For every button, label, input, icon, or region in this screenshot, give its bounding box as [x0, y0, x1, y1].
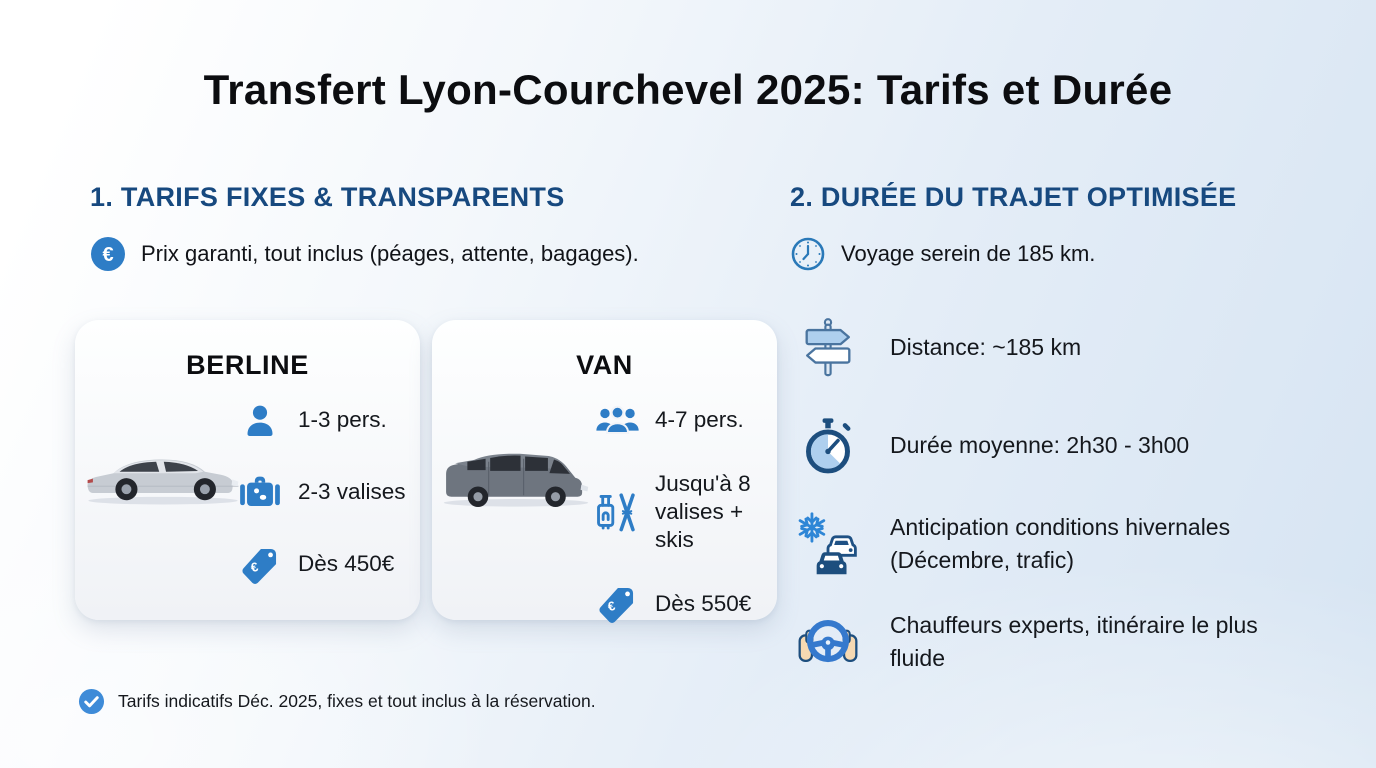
footnote	[78, 688, 596, 715]
berline-luggage-row	[235, 470, 406, 515]
euro-circle-icon	[90, 236, 126, 272]
berline-capacity-text: 1-3 pers.	[298, 407, 387, 433]
tarifs-intro-text: Prix garanti, tout inclus (péages, attente, bagages).	[141, 241, 639, 266]
van-features	[592, 398, 777, 626]
section-tarifs	[90, 182, 740, 272]
page-title: Transfert Lyon-Courchevel 2025: Tarifs et Durée	[203, 66, 1173, 113]
duree-heading: 2. DURÉE DU TRAJET OPTIMISÉE	[790, 182, 1237, 212]
tarifs-intro	[90, 236, 740, 272]
van-capacity-text: 4-7 pers.	[655, 407, 744, 433]
distance-text: Distance: ~185 km	[890, 334, 1082, 361]
winter-traffic-icon	[790, 510, 866, 578]
clock-icon	[790, 236, 826, 272]
check-circle-icon	[78, 688, 105, 715]
signpost-icon	[790, 317, 866, 379]
berline-price-row	[235, 542, 406, 587]
van-card-title: VAN	[576, 350, 633, 380]
steering-wheel-icon	[790, 613, 866, 671]
berline-capacity-row	[235, 398, 406, 443]
person-icon	[235, 401, 285, 441]
berline-features	[235, 398, 406, 587]
svg-text:€: €	[102, 244, 114, 266]
winter-text: Anticipation conditions hivernales (Décembre, trafic)	[890, 513, 1231, 573]
duration-list	[790, 312, 1338, 677]
berline-price-text: Dès 450€	[298, 551, 395, 577]
winter-item	[790, 508, 1338, 579]
people-group-icon	[592, 404, 642, 437]
gray-van-image	[440, 442, 600, 514]
stopwatch-icon	[790, 417, 866, 475]
duration-item	[790, 410, 1338, 481]
van-capacity-row	[592, 398, 777, 443]
section-duree	[790, 182, 1338, 677]
berline-card	[75, 320, 420, 620]
van-luggage-row	[592, 470, 777, 554]
duree-intro	[790, 236, 1338, 272]
drivers-text: Chauffeurs experts, itinéraire le plus fluide	[890, 611, 1258, 671]
van-card	[432, 320, 777, 620]
van-luggage-text: Jusqu'à 8 valises + skis	[655, 471, 751, 553]
footnote-text: Tarifs indicatifs Déc. 2025, fixes et tout inclus à la réservation.	[118, 691, 596, 711]
vehicle-cards	[75, 320, 777, 620]
svg-text:€: €	[249, 558, 260, 575]
price-tag-icon	[592, 582, 642, 626]
price-tag-icon	[235, 543, 285, 587]
van-price-text: Dès 550€	[655, 590, 752, 616]
tarifs-heading: 1. TARIFS FIXES & TRANSPARENTS	[90, 182, 565, 212]
drivers-item	[790, 606, 1338, 677]
distance-item	[790, 312, 1338, 383]
duration-text: Durée moyenne: 2h30 - 3h00	[890, 432, 1190, 459]
duree-intro-text: Voyage serein de 185 km.	[841, 241, 1096, 266]
luggage-skis-icon	[592, 491, 642, 533]
berline-card-title: BERLINE	[186, 350, 309, 380]
suitcase-icon	[235, 474, 285, 512]
silver-sedan-image	[83, 442, 243, 512]
van-price-row	[592, 581, 777, 626]
berline-luggage-text: 2-3 valises	[298, 479, 406, 505]
svg-text:€: €	[606, 597, 617, 615]
